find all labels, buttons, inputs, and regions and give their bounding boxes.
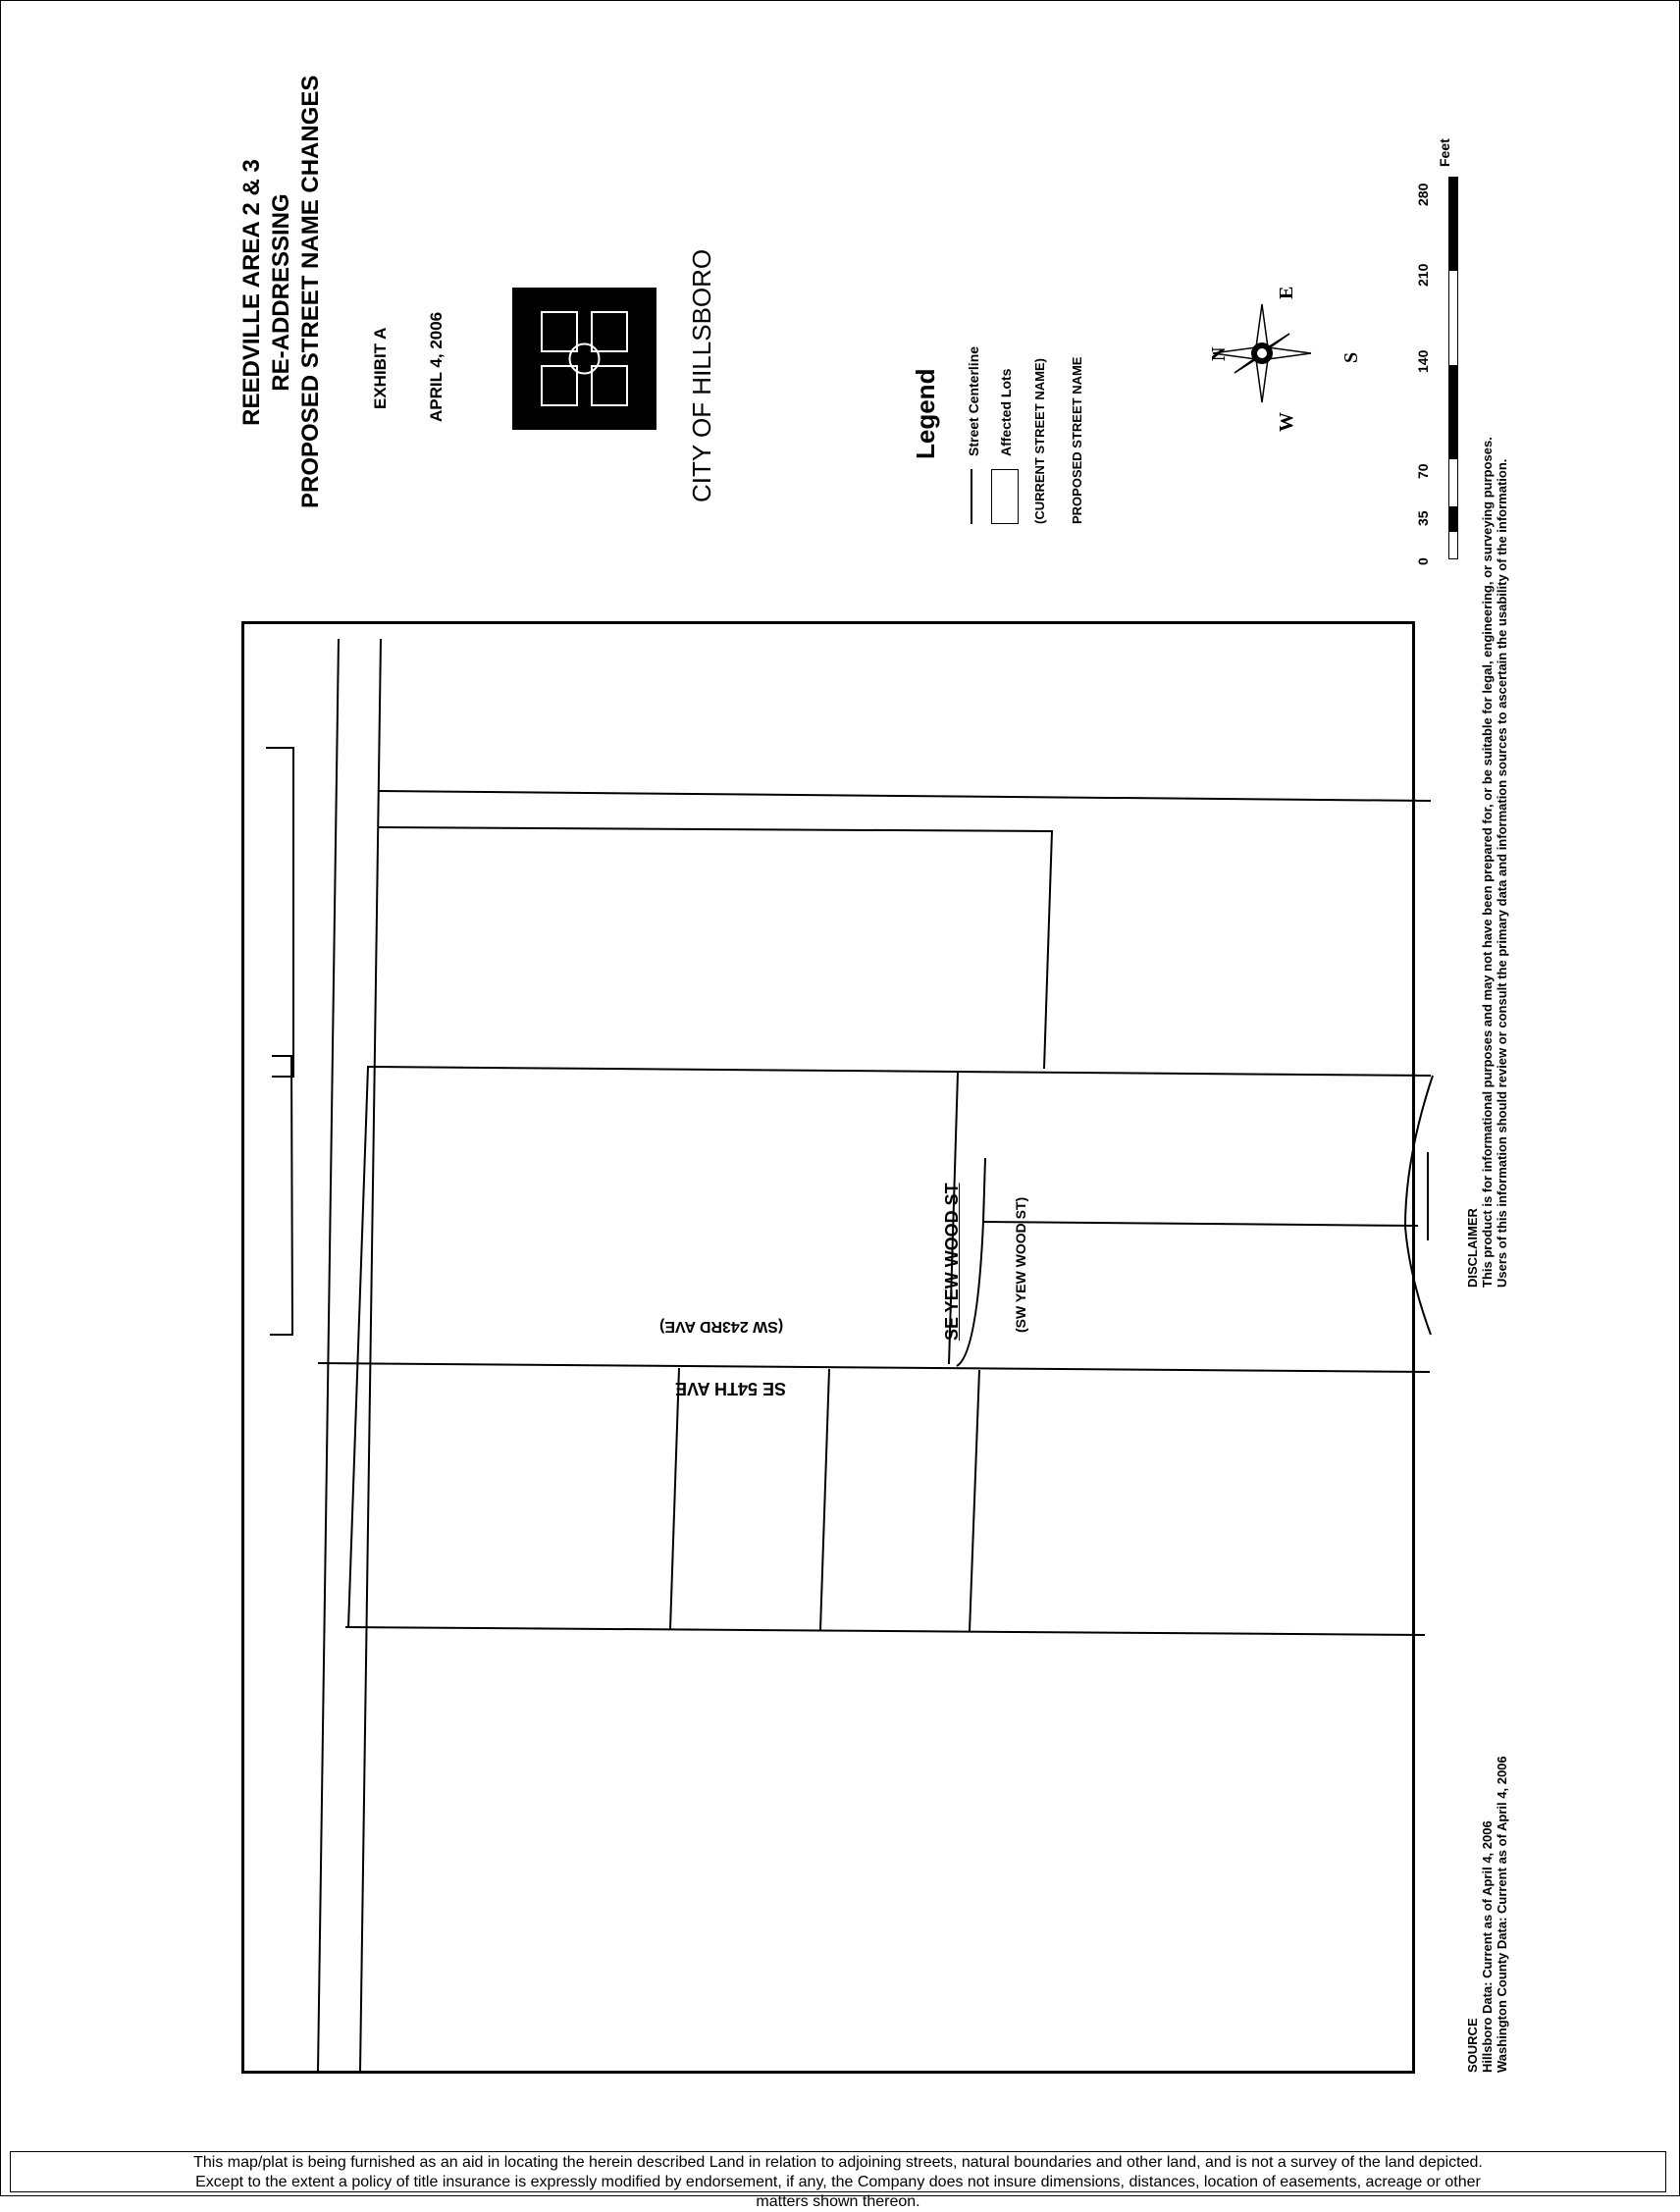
scale-bar <box>1448 177 1458 559</box>
legend-box-symbol <box>991 469 1019 524</box>
scale-unit: Feet <box>1437 138 1452 167</box>
legend-item-street-centerline: Street Centerline <box>966 345 981 456</box>
source-block <box>1465 1756 1509 2073</box>
footer-line-1: This map/plat is being furnished as an aid in locating the herein described Land in relation to adjoining streets, natural boundaries and other land, and is not a survey of the land depicted. <box>193 2154 1483 2171</box>
map-date: APRIL 4, 2006 <box>427 311 446 422</box>
legend-item-proposed-name: PROPOSED STREET NAME <box>1070 356 1084 524</box>
city-logo <box>512 288 656 430</box>
compass-n: N <box>1208 346 1230 361</box>
legend-item-affected-lots: Affected Lots <box>998 368 1014 456</box>
city-name: CITY OF HILLSBORO <box>687 248 716 502</box>
legend-title: Legend <box>911 368 940 459</box>
map-frame <box>241 621 1415 2074</box>
source-line-2: Washington County Data: Current as of April 4, 2006 <box>1495 1756 1509 2073</box>
compass-s: S <box>1340 351 1362 363</box>
footer-line-2: Except to the extent a policy of title insurance is expressly modified by endorsement, if any, the Company does not insure dimensions, distances, location of easements, acreage or other <box>195 2174 1481 2190</box>
disclaimer-heading: DISCLAIMER <box>1465 1208 1480 1288</box>
footer-notice <box>10 2151 1666 2210</box>
label-se-54th-ave: SE 54TH AVE <box>675 1379 787 1398</box>
scale-tick-35: 35 <box>1415 510 1431 526</box>
title-line-1: REEDVILLE AREA 2 & 3 <box>238 159 265 426</box>
exhibit-label: EXHIBIT A <box>371 327 390 409</box>
city-seal-icon <box>512 288 656 430</box>
footer-line-3: matters shown thereon. <box>756 2193 920 2210</box>
label-sw-yew-wood-st: (SW YEW WOOD ST) <box>1013 1196 1028 1333</box>
disclaimer <box>1465 437 1509 1288</box>
label-se-yew-wood-st: SE YEW WOOD ST <box>942 1183 962 1341</box>
scale-tick-140: 140 <box>1415 349 1431 373</box>
disclaimer-line-1: This product is for informational purposes and may not have been prepared for, or be suitable for legal, engineering, or surveying purposes. <box>1480 437 1495 1288</box>
label-sw-243rd-ave: (SW 243RD AVE) <box>659 1318 784 1335</box>
legend-item-current-name: (CURRENT STREET NAME) <box>1032 358 1047 524</box>
scale-tick-70: 70 <box>1415 463 1431 479</box>
disclaimer-line-2: Users of this information should review or consult the primary data and information sources to ascertain the usability of the information. <box>1495 458 1509 1288</box>
compass-e: E <box>1276 286 1297 299</box>
legend-line-symbol <box>971 469 972 524</box>
scale-tick-280: 280 <box>1415 183 1431 206</box>
title-line-2: RE-ADDRESSING <box>268 193 294 392</box>
map-title <box>237 77 326 508</box>
source-line-1: Hillsboro Data: Current as of April 4, 2006 <box>1480 1820 1495 2073</box>
scale-tick-0: 0 <box>1415 557 1431 565</box>
scale-tick-210: 210 <box>1415 263 1431 287</box>
title-line-3: PROPOSED STREET NAME CHANGES <box>297 75 324 508</box>
source-heading: SOURCE <box>1465 2018 1480 2073</box>
compass-w: W <box>1276 412 1297 432</box>
